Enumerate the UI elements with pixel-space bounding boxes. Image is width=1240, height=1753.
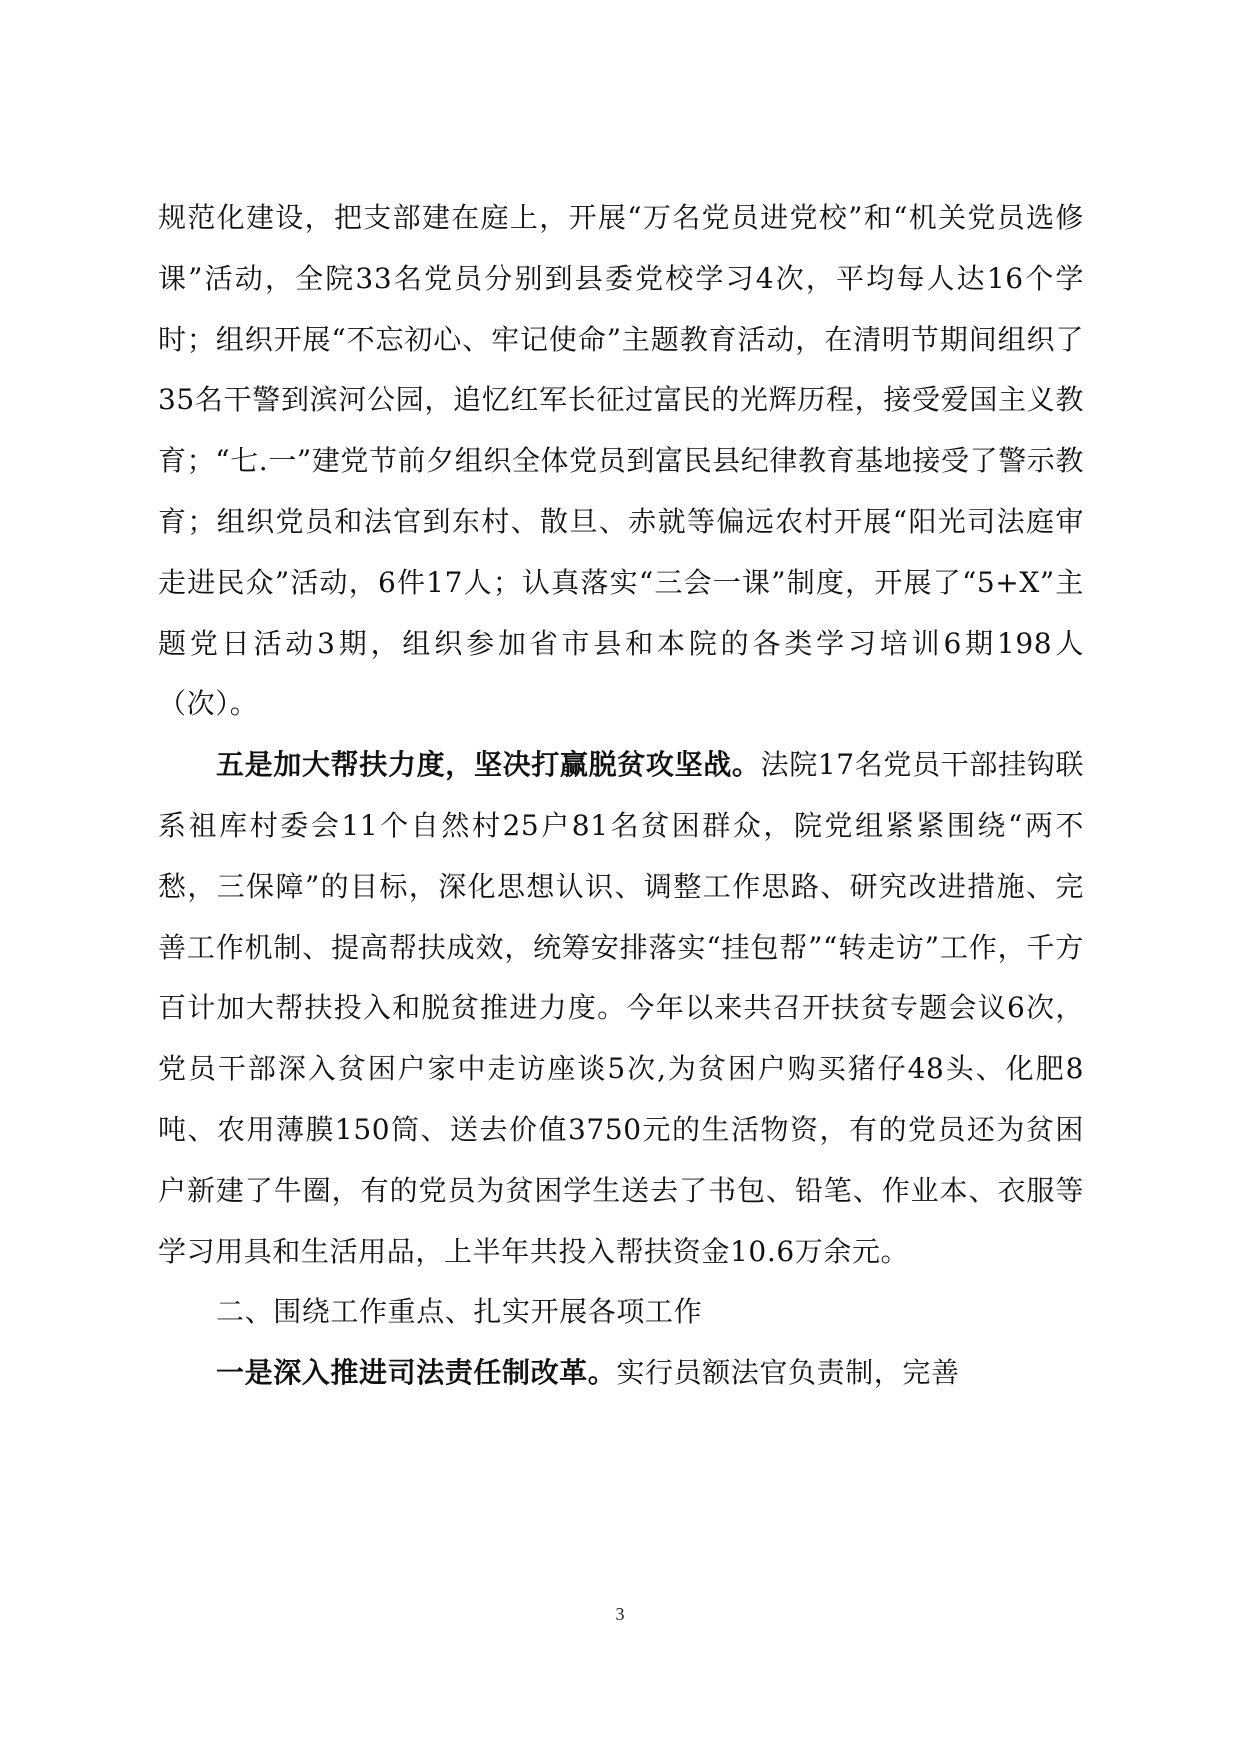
page-number: 3 xyxy=(615,1604,625,1624)
paragraph-party-building: 规范化建设，把支部建在庭上，开展“万名党员进党校”和“机关党员选修课”活动，全院33名党员分别到县委党校学习4次，平均每人达16个学时；组织开展“不忘初心、牢记使命”主题教育活动，在清明节期间组织了35名干警到滨河公园，追忆红军长征过富民的光辉历程，接受爱国主义教育；“七.一”建党节前夕组织全体党员到富民县纪律教育基地接受了警示教育；组织党员和法官到东村、散旦、赤就等偏远农村开展“阳光司法庭审走进民众”活动，6件17人；认真落实“三会一课”制度，开展了“5+X”主题党日活动3期，组织参加省市县和本院的各类学习培训6期198人（次）。 xyxy=(158,201,1084,721)
paragraph-body-text: 法院17名党员干部挂钩联系祖库村委会11个自然村25户81名贫困群众，院党组紧紧围绕“两不愁，三保障”的目标，深化思想认识、调整工作思路、研究改进措施、完善工作机制、提高帮扶成效，统筹安排落实“挂包帮”“转走访”工作，千方百计加大帮扶投入和脱贫推进力度。今年以来共召开扶贫专题会议6次，党员干部深入贫困户家中走访座谈5次,为贫困户购买猪仔48头、化肥8吨、农用薄膜150筒、送去价值3750元的生活物资，有的党员还为贫困户新建了牛圈，有的党员为贫困学生送去了书包、铅笔、作业本、衣服等学习用具和生活用品，上半年共投入帮扶资金10.6万余元。 xyxy=(158,748,1084,1268)
paragraph-judicial-reform xyxy=(158,1343,1084,1404)
paragraph-poverty-alleviation xyxy=(158,735,1084,1282)
paragraph-lead-sentence: 一是深入推进司法责任制改革。 xyxy=(216,1356,617,1390)
body-text xyxy=(158,188,1084,1404)
paragraph-body-text: 实行员额法官负责制，完善 xyxy=(616,1356,960,1390)
paragraph-lead-sentence: 五是加大帮扶力度，坚决打赢脱贫攻坚战。 xyxy=(216,748,761,782)
section-heading: 二、围绕工作重点、扎实开展各项工作 xyxy=(216,1295,703,1329)
